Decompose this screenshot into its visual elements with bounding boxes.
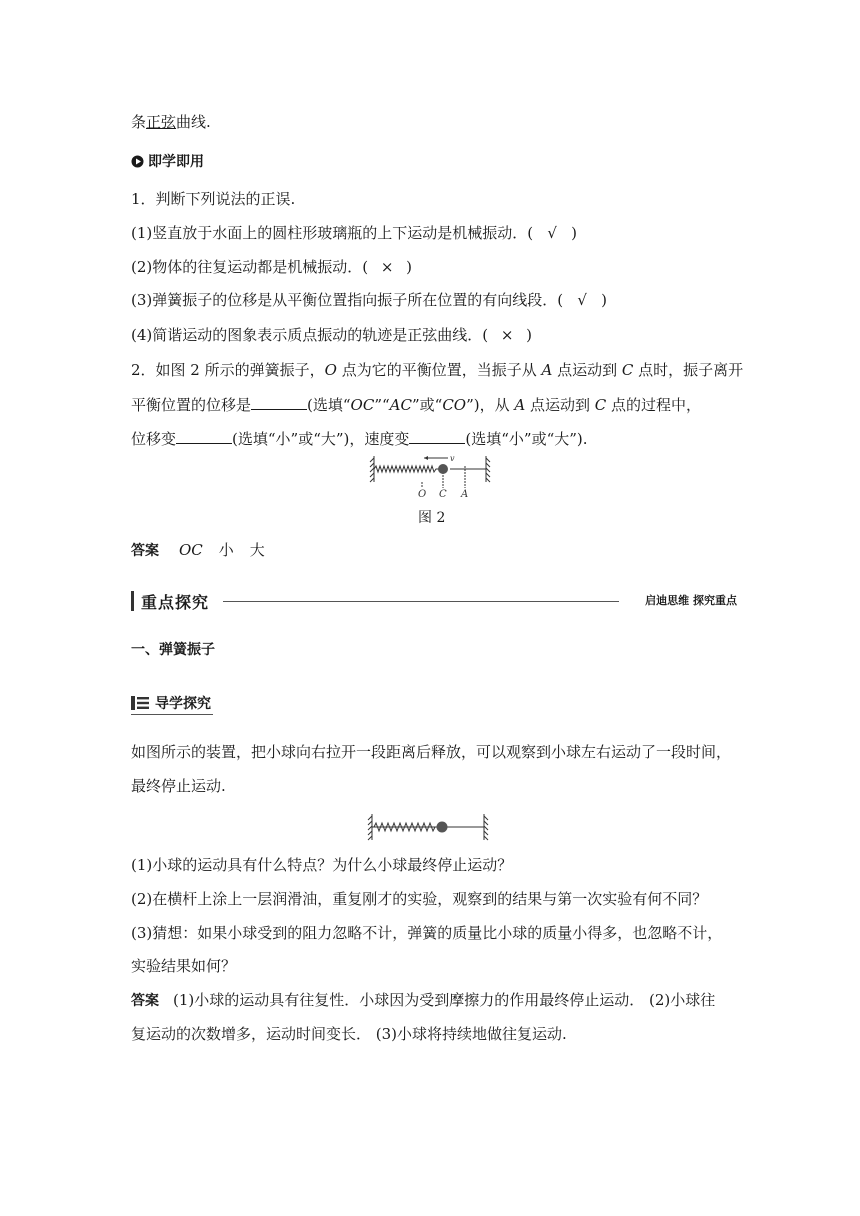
answer-line-3: 复运动的次数增多，运动时间变长． (3)小球将持续地做往复运动. <box>131 1025 567 1043</box>
question-2-line-2: 平衡位置的位移是 (选填“OC”“AC”或“CO”)，从 A 点运动到 C 点的过程中， <box>131 396 702 414</box>
judgement-mark: √ <box>577 291 587 309</box>
judgement-item <box>131 290 607 310</box>
guide-heading-underline <box>131 714 213 715</box>
judgement-text: (3)弹簧振子的位移是从平衡位置指向振子所在位置的有向线段．( <box>131 291 564 309</box>
judgement-text: (1)竖直放于水面上的圆柱形玻璃瓶的上下运动是机械振动．( <box>131 224 534 242</box>
judgement-mark: × <box>500 326 514 344</box>
text-fragment: 曲线. <box>176 113 211 131</box>
question-line: (1)小球的运动具有什么特点？为什么小球最终停止运动？ <box>131 856 513 874</box>
paragraph-line: 如图所示的装置，把小球向右拉开一段距离后释放，可以观察到小球左右运动了一段时间， <box>131 743 732 761</box>
judgement-text: (4)简谐运动的图象表示质点振动的轨迹是正弦曲线．( <box>131 326 489 344</box>
practice-heading-label: 即学即用 <box>148 154 204 170</box>
text-line-top <box>131 112 211 132</box>
paren-close: ) <box>601 291 607 309</box>
point-O-label: O <box>418 489 427 500</box>
question-2-line-3: 位移变 (选填“小”或“大”)，速度变 (选填“小”或“大”). <box>131 430 588 448</box>
answer-value: OC <box>179 541 203 559</box>
question-line: (2)在横杆上涂上一层润滑油，重复刚才的实验，观察到的结果与第一次实验有何不同？ <box>131 890 708 908</box>
answer-blank <box>176 429 232 444</box>
answer-line-2 <box>131 990 715 1011</box>
question-1-stem: 1．判断下列说法的正误. <box>131 190 296 208</box>
answer-label: 答案 <box>131 543 159 559</box>
question-2-line-1: 2．如图 2 所示的弹簧振子，O 点为它的平衡位置，当振子从 A 点运动到 C 点时，振子离开 <box>131 361 744 379</box>
guide-heading-label: 导学探究 <box>155 696 211 712</box>
judgement-mark: × <box>380 258 394 276</box>
answer-value: 小 <box>218 541 234 559</box>
paragraph-line: 最终停止运动. <box>131 777 226 795</box>
question-line: 实验结果如何？ <box>131 957 237 975</box>
answer-blank <box>409 429 465 444</box>
judgement-mark: √ <box>547 224 557 242</box>
point-C-label: C <box>439 489 447 500</box>
section-bar-accent <box>131 591 134 611</box>
paren-close: ) <box>571 224 577 242</box>
spring-oscillator-figure <box>368 452 492 504</box>
topic-heading: 一、弹簧振子 <box>131 642 215 658</box>
answer-line-1 <box>131 540 265 561</box>
judgement-text: (2)物体的往复运动都是机械振动．( <box>131 258 369 276</box>
underlined-answer: 正弦 <box>146 113 177 131</box>
answer-text: (1)小球的运动具有往复性．小球因为受到摩擦力的作用最终停止运动． (2)小球往 <box>173 991 716 1009</box>
question-line: (3)猜想：如果小球受到的阻力忽略不计，弹簧的质量比小球的质量小得多，也忽略不计， <box>131 924 723 942</box>
section-header <box>131 588 737 614</box>
point-A-label: A <box>461 489 469 500</box>
spring-ball-figure <box>366 810 490 844</box>
answer-blank <box>251 395 307 410</box>
text-fragment: 条 <box>131 113 147 131</box>
paren-close: ) <box>526 326 532 344</box>
section-title: 重点探究 <box>141 593 210 612</box>
judgement-item <box>131 223 577 243</box>
section-subtitle: 启迪思维 探究重点 <box>645 594 737 607</box>
judgement-item <box>131 325 532 345</box>
play-circle-icon <box>131 154 144 174</box>
paren-close: ) <box>406 258 412 276</box>
answer-value: 大 <box>249 541 265 559</box>
section-divider <box>223 601 619 602</box>
judgement-item <box>131 257 412 277</box>
answer-label: 答案 <box>131 993 159 1009</box>
figure-caption: 图 2 <box>418 510 446 526</box>
velocity-label: v <box>450 454 455 463</box>
practice-heading <box>131 152 204 174</box>
list-icon <box>131 696 149 714</box>
